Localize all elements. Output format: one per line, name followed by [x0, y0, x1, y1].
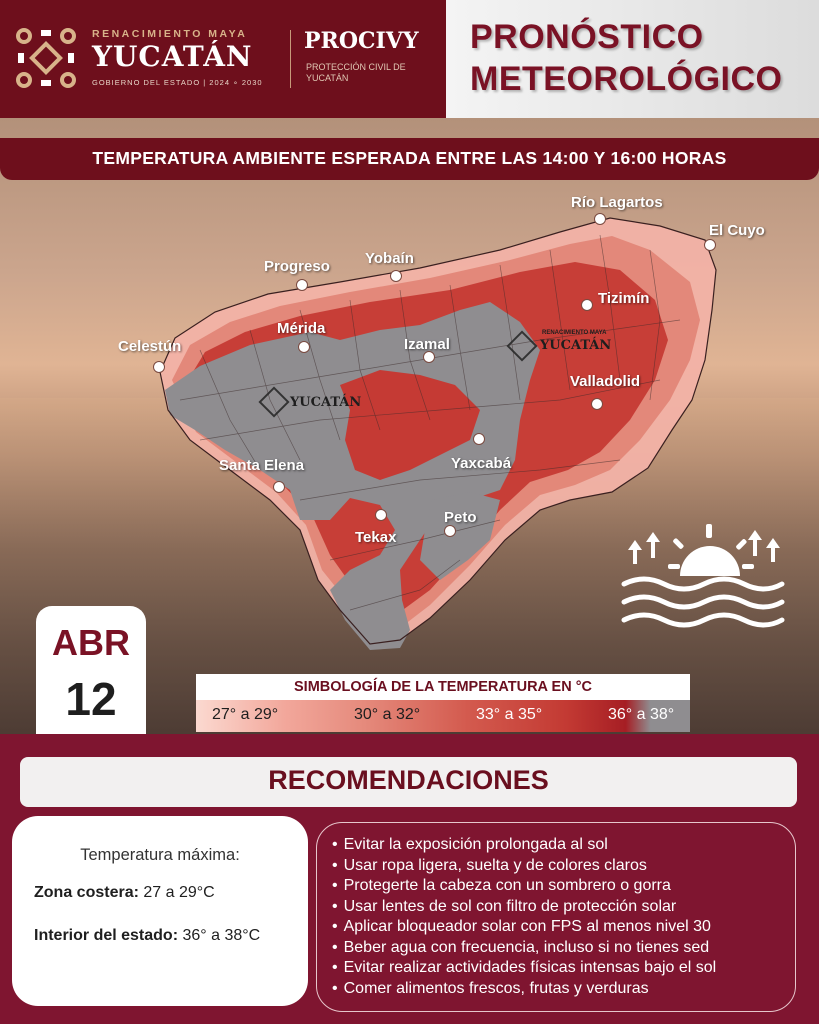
pin-tekax — [376, 510, 387, 521]
brand-top: RENACIMIENTO MAYA — [92, 28, 248, 40]
banner-text: TEMPERATURA AMBIENTE ESPERADA ENTRE LAS 14:00 Y 16:00 HORAS — [92, 148, 727, 168]
legend-range-4: 36° a 38° — [608, 706, 675, 723]
agency-sub: PROTECCIÓN CIVIL DE YUCATÁN — [306, 62, 406, 83]
coastal-value: 27 a 29°C — [143, 884, 215, 901]
pin-el-cuyo — [705, 240, 716, 251]
sun-heat-icon — [620, 524, 786, 634]
pin-merida — [299, 342, 310, 353]
legend-range-3: 33° a 35° — [476, 706, 543, 723]
city-label-tizimin: Tizimín — [598, 290, 650, 307]
pin-peto — [445, 526, 456, 537]
recommendations-list — [332, 835, 716, 999]
city-label-peto: Peto — [444, 509, 477, 526]
pin-santa-elena — [274, 482, 285, 493]
map-watermark-east-top: RENACIMIENTO MAYA — [542, 330, 607, 336]
pin-rio-lagartos — [595, 214, 606, 225]
recommendation-item: • Evitar realizar actividades físicas intensas bajo el sol — [332, 958, 716, 979]
city-label-santa-elena: Santa Elena — [219, 457, 305, 474]
recommendation-item: • Protegerte la cabeza con un sombrero o gorra — [332, 876, 716, 897]
legend-range-1: 27° a 29° — [212, 706, 279, 723]
title-line-2: METEOROLÓGICO — [470, 60, 783, 98]
recommendation-item: • Beber agua con frecuencia, incluso si no tienes sed — [332, 938, 716, 959]
city-label-izamal: Izamal — [404, 336, 450, 353]
title-line-1: PRONÓSTICO — [470, 18, 704, 56]
city-label-valladolid: Valladolid — [570, 373, 641, 390]
pin-yobain — [391, 271, 402, 282]
recommendations-title: RECOMENDACIONES — [268, 765, 549, 795]
brand-sub: GOBIERNO DEL ESTADO | 2024 ∘ 2030 — [92, 78, 263, 87]
coastal-label: Zona costera: — [34, 884, 139, 901]
interior-value: 36° a 38°C — [182, 927, 261, 944]
city-label-merida: Mérida — [277, 320, 326, 337]
date-month: ABR — [52, 622, 130, 663]
pin-valladolid — [592, 399, 603, 410]
legend-title: SIMBOLOGÍA DE LA TEMPERATURA EN °C — [196, 674, 690, 700]
recommendation-item: • Comer alimentos frescos, frutas y verduras — [332, 979, 716, 1000]
max-temperature-card — [12, 816, 308, 1006]
recommendation-item: • Usar ropa ligera, suelta y de colores claros — [332, 856, 716, 877]
recommendation-item: • Usar lentes de sol con filtro de protección solar — [332, 897, 716, 918]
recommendation-item: • Evitar la exposición prolongada al sol — [332, 835, 716, 856]
interior-label: Interior del estado: — [34, 927, 179, 944]
city-label-tekax: Tekax — [355, 529, 397, 546]
agency-name: PROCIVY — [304, 28, 419, 54]
max-temperature-title: Temperatura máxima: — [80, 846, 240, 864]
pin-celestun — [154, 362, 165, 373]
map-watermark-east-text: YUCATÁN — [540, 338, 612, 353]
recommendation-item: • Aplicar bloqueador solar con FPS al menos nivel 30 — [332, 917, 716, 938]
city-label-yobain: Yobaín — [365, 250, 414, 267]
coastal-temperature — [34, 884, 215, 902]
city-label-rio-lagartos: Río Lagartos — [571, 194, 663, 211]
pin-yaxcaba — [474, 434, 485, 445]
brand-state: YUCATÁN — [92, 40, 253, 73]
legend-range-2: 30° a 32° — [354, 706, 421, 723]
interior-temperature — [34, 927, 260, 945]
city-label-progreso: Progreso — [264, 258, 330, 275]
pin-tizimin — [582, 300, 593, 311]
map-watermark-west-text: YUCATÁN — [290, 395, 362, 410]
city-label-yaxcaba: Yaxcabá — [451, 455, 512, 472]
date-day: 12 — [65, 673, 117, 725]
pin-izamal — [424, 352, 435, 363]
pin-progreso — [297, 280, 308, 291]
city-label-celestun: Celestún — [118, 338, 182, 355]
city-label-el-cuyo: El Cuyo — [709, 222, 765, 239]
